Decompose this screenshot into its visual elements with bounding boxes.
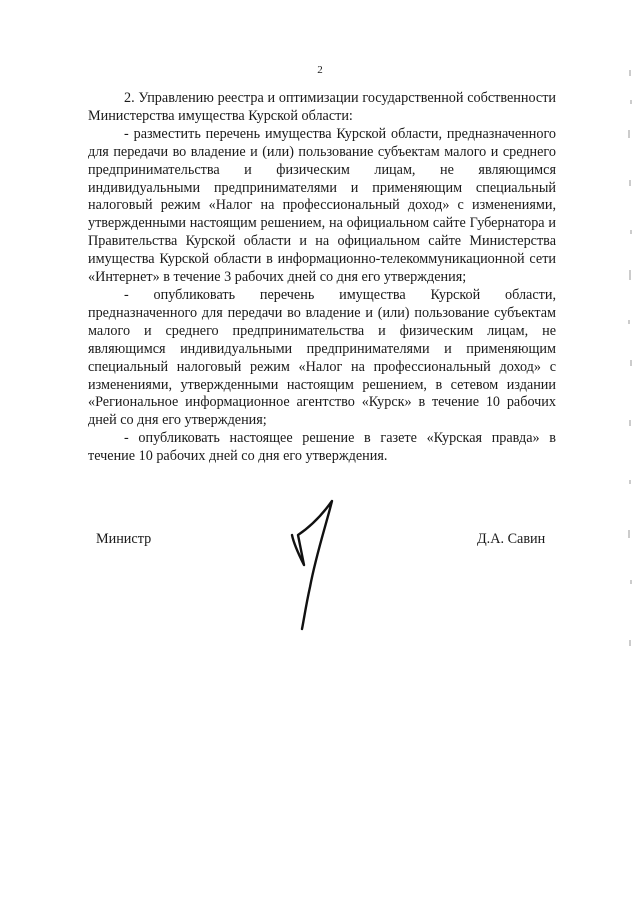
- scan-edge-artifact: [626, 60, 634, 700]
- paragraph-publish-list: - опубликовать перечень имущества Курской области, предназначенного для передачи во владение и (или) пользование субъектам малого и среднего предпринимательства и физическим лицам, не являющимся индивидуальными предпринимателями и применяющим специальный налоговый режим «Налог на профессиональный доход» с изменениями, утвержденными настоящим решением, в сетевом издании «Региональное информационное агентство «Курск» в течение 10 рабочих дней со дня его утверждения;: [88, 286, 556, 429]
- document-body: [88, 90, 556, 466]
- paragraph-publish-decision: - опубликовать настоящее решение в газете «Курская правда» в течение 10 рабочих дней со дня его утверждения.: [88, 430, 556, 465]
- signature-block: [0, 531, 640, 641]
- handwritten-signature-icon: [282, 495, 352, 635]
- paragraph-post-list: - разместить перечень имущества Курской области, предназначенного для передачи во владение и (или) пользование субъектам малого и среднего предпринимательства и физическим лицам, не являющимся индивидуальными предпринимателями и применяющим специальный налоговый режим «Налог на профессиональный доход» с изменениями, утвержденными настоящим решением, на официальном сайте Губернатора и Правительства Курской области и на официальном сайте Министерства имущества Курской области в информационно-телекоммуникационной сети «Интернет» в течение 3 рабочих дней со дня его утверждения;: [88, 125, 556, 286]
- paragraph-item-2: 2. Управлению реестра и оптимизации государственной собственности Министерства имущества Курской области:: [88, 90, 556, 124]
- page-number: 2: [317, 64, 323, 76]
- signer-position: Министр: [96, 531, 152, 547]
- signer-name: Д.А. Савин: [477, 531, 546, 547]
